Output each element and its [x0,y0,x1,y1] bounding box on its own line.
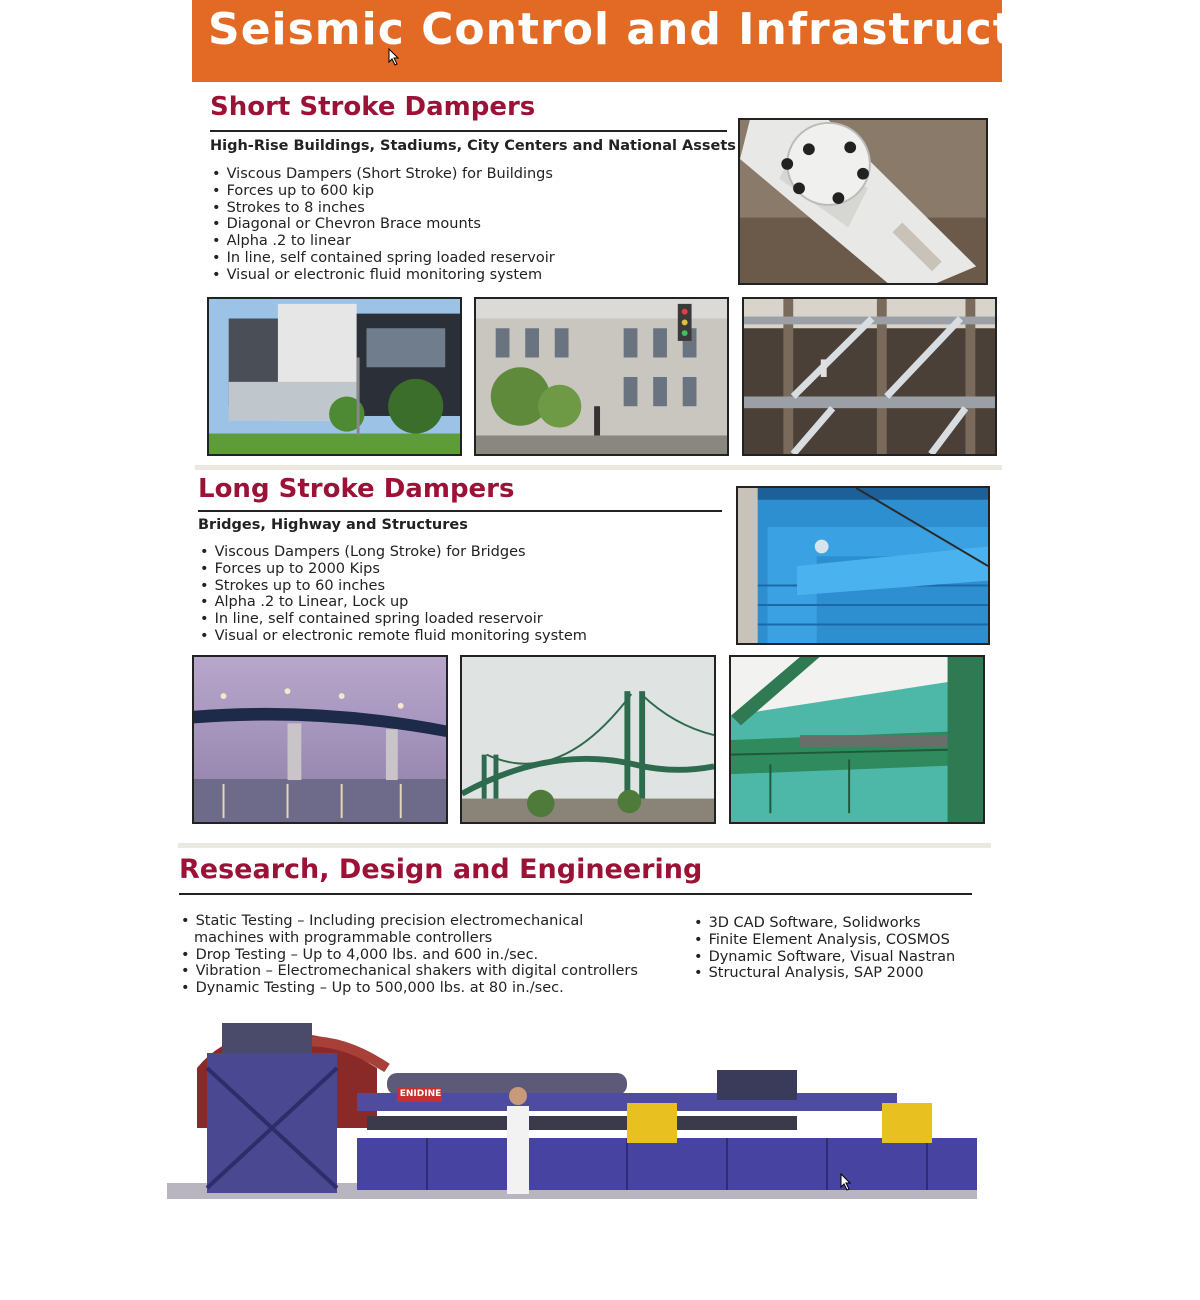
blue-damper-photo [736,486,990,645]
bullet-item: • Finite Element Analysis, COSMOS [694,932,955,949]
building-photo-street [474,297,729,456]
bullet-item: • Alpha .2 to Linear, Lock up [200,594,587,611]
research-heading: Research, Design and Engineering [179,854,703,885]
green-truss-damper-photo [729,655,985,824]
machine-logo-text: ENIDINE [399,1089,442,1099]
bullet-item: • Visual or electronic fluid monitoring system [212,267,555,284]
bullet-item: • Drop Testing – Up to 4,000 lbs. and 600 in./sec. [181,947,638,964]
short-stroke-bullets [212,166,555,284]
bridge-photo-night [192,655,448,824]
test-machine-photo [127,1008,1013,1199]
mouse-cursor-icon [388,48,400,66]
bullet-item: • In line, self contained spring loaded reservoir [200,611,587,628]
bullet-item: • Strokes up to 60 inches [200,578,587,595]
damper-pipe-photo [738,118,988,285]
short-stroke-heading: Short Stroke Dampers [210,92,536,122]
bullet-item: • In line, self contained spring loaded reservoir [212,250,555,267]
bullet-item: • Static Testing – Including precision electromechanical [181,913,638,930]
short-stroke-rule [210,130,727,132]
bullet-item: • Viscous Dampers (Short Stroke) for Buildings [212,166,555,183]
bullet-item: • Structural Analysis, SAP 2000 [694,965,955,982]
long-stroke-rule [198,510,722,512]
bullet-item: • Alpha .2 to linear [212,233,555,250]
title-banner [192,0,1101,82]
bullet-item: • Forces up to 2000 Kips [200,561,587,578]
mouse-cursor-icon [840,1173,852,1191]
long-stroke-heading: Long Stroke Dampers [198,474,515,504]
bullet-item: • Visual or electronic remote fluid monitoring system [200,628,587,645]
bullet-item: • Viscous Dampers (Long Stroke) for Bridges [200,544,587,561]
bullet-item: • 3D CAD Software, Solidworks [694,915,955,932]
section-separator [178,843,991,848]
research-left-bullets [181,913,638,997]
bullet-item: • Dynamic Testing – Up to 500,000 lbs. at 80 in./sec. [181,980,638,997]
short-stroke-subheading: High-Rise Buildings, Stadiums, City Centers and National Assets [210,138,736,154]
suspension-bridge-photo [460,655,716,824]
long-stroke-subheading: Bridges, Highway and Structures [198,517,468,533]
bullet-item: • Strokes to 8 inches [212,200,555,217]
research-right-bullets [694,915,955,982]
steel-frame-photo [742,297,997,456]
section-separator [195,465,1002,470]
bullet-item: • Diagonal or Chevron Brace mounts [212,216,555,233]
research-rule [179,893,972,895]
page-title: Seismic Control and Infrastructure [208,4,1101,55]
bullet-item: • Dynamic Software, Visual Nastran [694,949,955,966]
building-photo-modern [207,297,462,456]
bullet-item-continuation: machines with programmable controllers [194,929,493,946]
bullet-item: • Vibration – Electromechanical shakers with digital controllers [181,963,638,980]
bullet-item: • Forces up to 600 kip [212,183,555,200]
long-stroke-bullets [200,544,587,645]
